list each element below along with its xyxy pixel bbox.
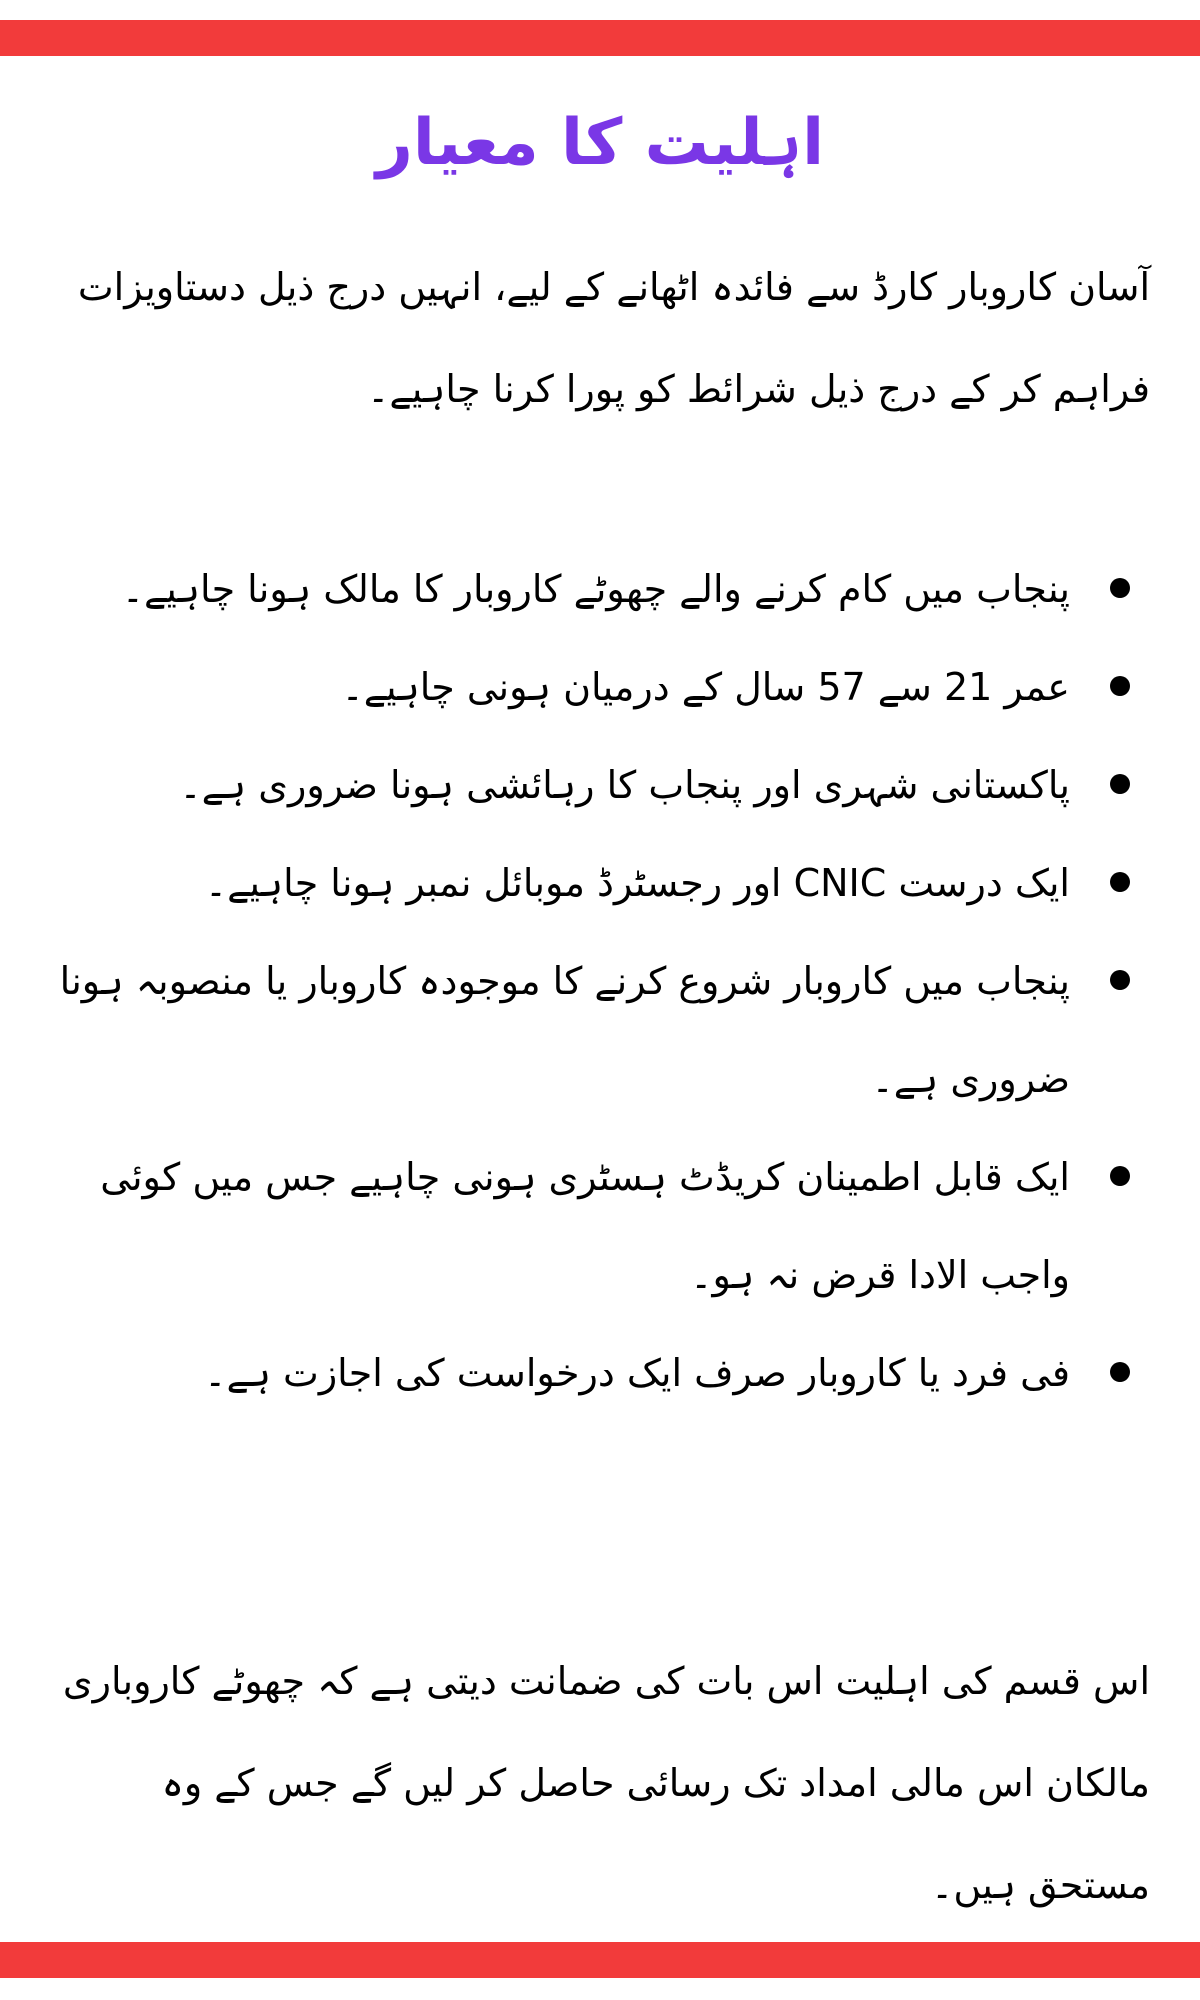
criteria-text: ایک درست CNIC اور رجسٹرڈ موبائل نمبر ہونا چاہیے۔	[204, 861, 1070, 905]
bullet-icon	[1110, 578, 1130, 598]
criteria-text: عمر 21 سے 57 سال کے درمیان ہونی چاہیے۔	[341, 665, 1070, 709]
criteria-item	[50, 834, 1150, 932]
criteria-item	[50, 1324, 1150, 1422]
criteria-item	[50, 736, 1150, 834]
closing-paragraph: اس قسم کی اہلیت اس بات کی ضمانت دیتی ہے کہ چھوٹے کاروباری مالکان اس مالی امداد تک رسائی حاصل کر لیں گے جس کے وہ مستحق ہیں۔	[62, 1659, 1150, 1907]
criteria-text: پنجاب میں کام کرنے والے چھوٹے کاروبار کا مالک ہونا چاہیے۔	[121, 567, 1070, 611]
bottom-red-bar	[0, 1942, 1200, 1978]
criteria-text: پنجاب میں کاروبار شروع کرنے کا موجودہ کاروبار یا منصوبہ ہونا ضروری ہے۔	[59, 959, 1070, 1101]
criteria-text: ایک قابل اطمینان کریڈٹ ہسٹری ہونی چاہیے جس میں کوئی واجب الادا قرض نہ ہو۔	[100, 1155, 1070, 1297]
bullet-icon	[1110, 1362, 1130, 1382]
bullet-icon	[1110, 774, 1130, 794]
criteria-text: فی فرد یا کاروبار صرف ایک درخواست کی اجازت ہے۔	[204, 1351, 1070, 1395]
criteria-item	[50, 1128, 1150, 1324]
page-title: اہلیت کا معیار	[376, 106, 824, 180]
bullet-icon	[1110, 676, 1130, 696]
criteria-list	[50, 540, 1150, 1422]
bullet-icon	[1110, 970, 1130, 990]
criteria-item	[50, 540, 1150, 638]
criteria-text: پاکستانی شہری اور پنجاب کا رہائشی ہونا ضروری ہے۔	[179, 763, 1070, 807]
bullet-icon	[1110, 1166, 1130, 1186]
criteria-item	[50, 638, 1150, 736]
criteria-item	[50, 932, 1150, 1128]
bullet-icon	[1110, 872, 1130, 892]
intro-paragraph: آسان کاروبار کارڈ سے فائدہ اٹھانے کے لیے، انہیں درج ذیل دستاویزات فراہم کر کے درج ذیل شرائط کو پورا کرنا چاہیے۔	[77, 265, 1150, 411]
top-red-bar	[0, 20, 1200, 56]
